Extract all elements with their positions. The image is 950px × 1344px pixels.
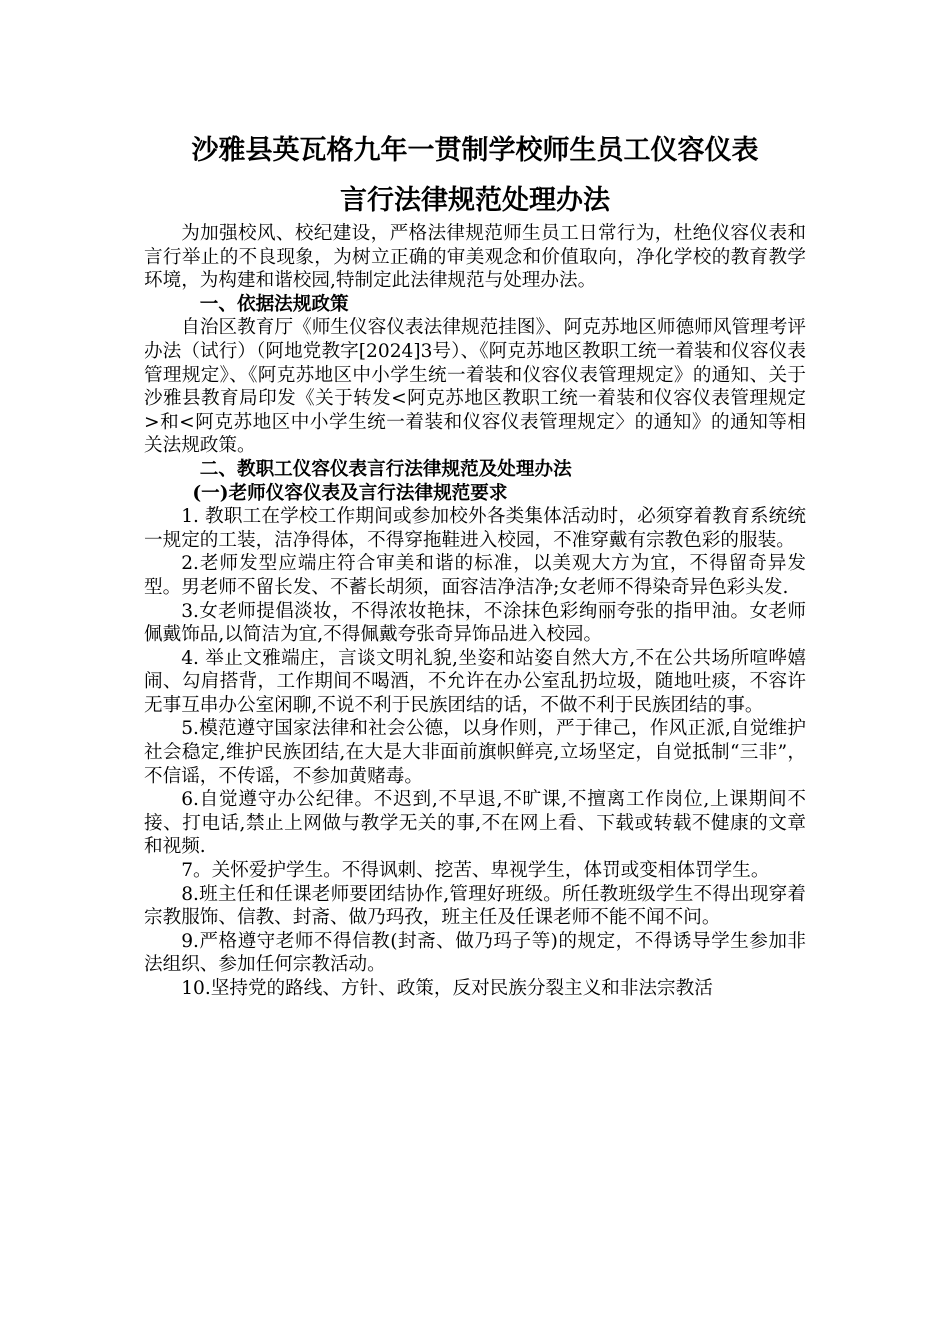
list-item: 1. 教职工在学校工作期间或参加校外各类集体活动时，必须穿着教育系统统一规定的工装，洁净得体，不得穿拖鞋进入校园，不准穿戴有宗教色彩的服装。 — [144, 506, 806, 551]
intro-paragraph: 为加强校风、校纪建设，严格法律规范师生员工日常行为，杜绝仪容仪表和言行举止的不良现象，为树立正确的审美观念和价值取向，净化学校的教育教学环境，为构建和谐校园,特制定此法律规范与处理办法。 — [144, 223, 806, 292]
list-item: 8.班主任和任课老师要团结协作,管理好班级。所任教班级学生不得出现穿着宗教服饰、信教、封斋、做乃玛孜，班主任及任课老师不能不闻不问。 — [144, 883, 806, 929]
document-title-line1: 沙雅县英瓦格九年一贯制学校师生员工仪容仪表 — [191, 135, 759, 166]
list-item: 10.坚持党的路线、方针、政策，反对民族分裂主义和非法宗教活 — [181, 978, 713, 999]
list-item: 2.老师发型应端庄符合审美和谐的标准，以美观大方为宜，不得留奇异发型。男老师不留长发、不蓄长胡须，面容洁净洁净;女老师不得染奇异色彩头发. — [144, 553, 806, 598]
list-item: 6.自觉遵守办公纪律。不迟到,不早退,不旷课,不擅离工作岗位,上课期间不接、打电话,禁止上网做与教学无关的事,不在网上看、下载或转载不健康的文章和视频. — [144, 789, 806, 858]
document-body — [144, 222, 806, 1001]
list-item: 3.女老师提倡淡妆，不得浓妆艳抹，不涂抹色彩绚丽夸张的指甲油。女老师佩戴饰品,以简洁为宜,不得佩戴夸张奇异饰品进入校园。 — [144, 600, 806, 646]
list-item: 9.严格遵守老师不得信教(封斋、做乃玛子等)的规定，不得诱导学生参加非法组织、参加任何宗教活动。 — [144, 930, 806, 976]
subsection1-heading: (一)老师仪容仪表及言行法律规范要求 — [192, 482, 508, 504]
document-title-line2: 言行法律规范处理办法 — [340, 185, 610, 216]
section2-heading: 二、教职工仪容仪表言行法律规范及处理办法 — [199, 458, 572, 480]
section1-paragraph: 自治区教育厅《师生仪容仪表法律规范挂图》、阿克苏地区师德师风管理考评办法（试行）（阿地党教字[2024]3号）、《阿克苏地区教职工统一着装和仪容仪表管理规定》、《阿克苏地区中小学生统一着装和仪容仪表管理规定》的通知、关于沙雅县教育局印发《关于转发<阿克苏地区教职工统一着装和仪容仪表管理规定>和<阿克苏地区中小学生统一着装和仪容仪表管理规定〉的通知》的通知等相关法规政策。 — [144, 317, 806, 457]
list-item: 5.模范遵守国家法律和社会公德，以身作则，严于律己，作风正派,自觉维护社会稳定,维护民族团结,在大是大非面前旗帜鲜亮,立场坚定，自觉抵制“三非”，不信谣，不传谣，不参加黄赌毒。 — [144, 718, 806, 787]
section1-heading: 一、依据法规政策 — [199, 293, 349, 315]
list-item: 4. 举止文雅端庄，言谈文明礼貌,坐姿和站姿自然大方,不在公共场所喧哗嬉闹、勾肩搭背，工作期间不喝酒，不允许在办公室乱扔垃圾，随地吐痰，不容许无事互串办公室闲聊,不说不利于民族团结的话，不做不利于民族团结的事。 — [144, 647, 806, 716]
list-item: 7。关怀爱护学生。不得讽刺、挖苦、卑视学生，体罚或变相体罚学生。 — [181, 860, 770, 882]
